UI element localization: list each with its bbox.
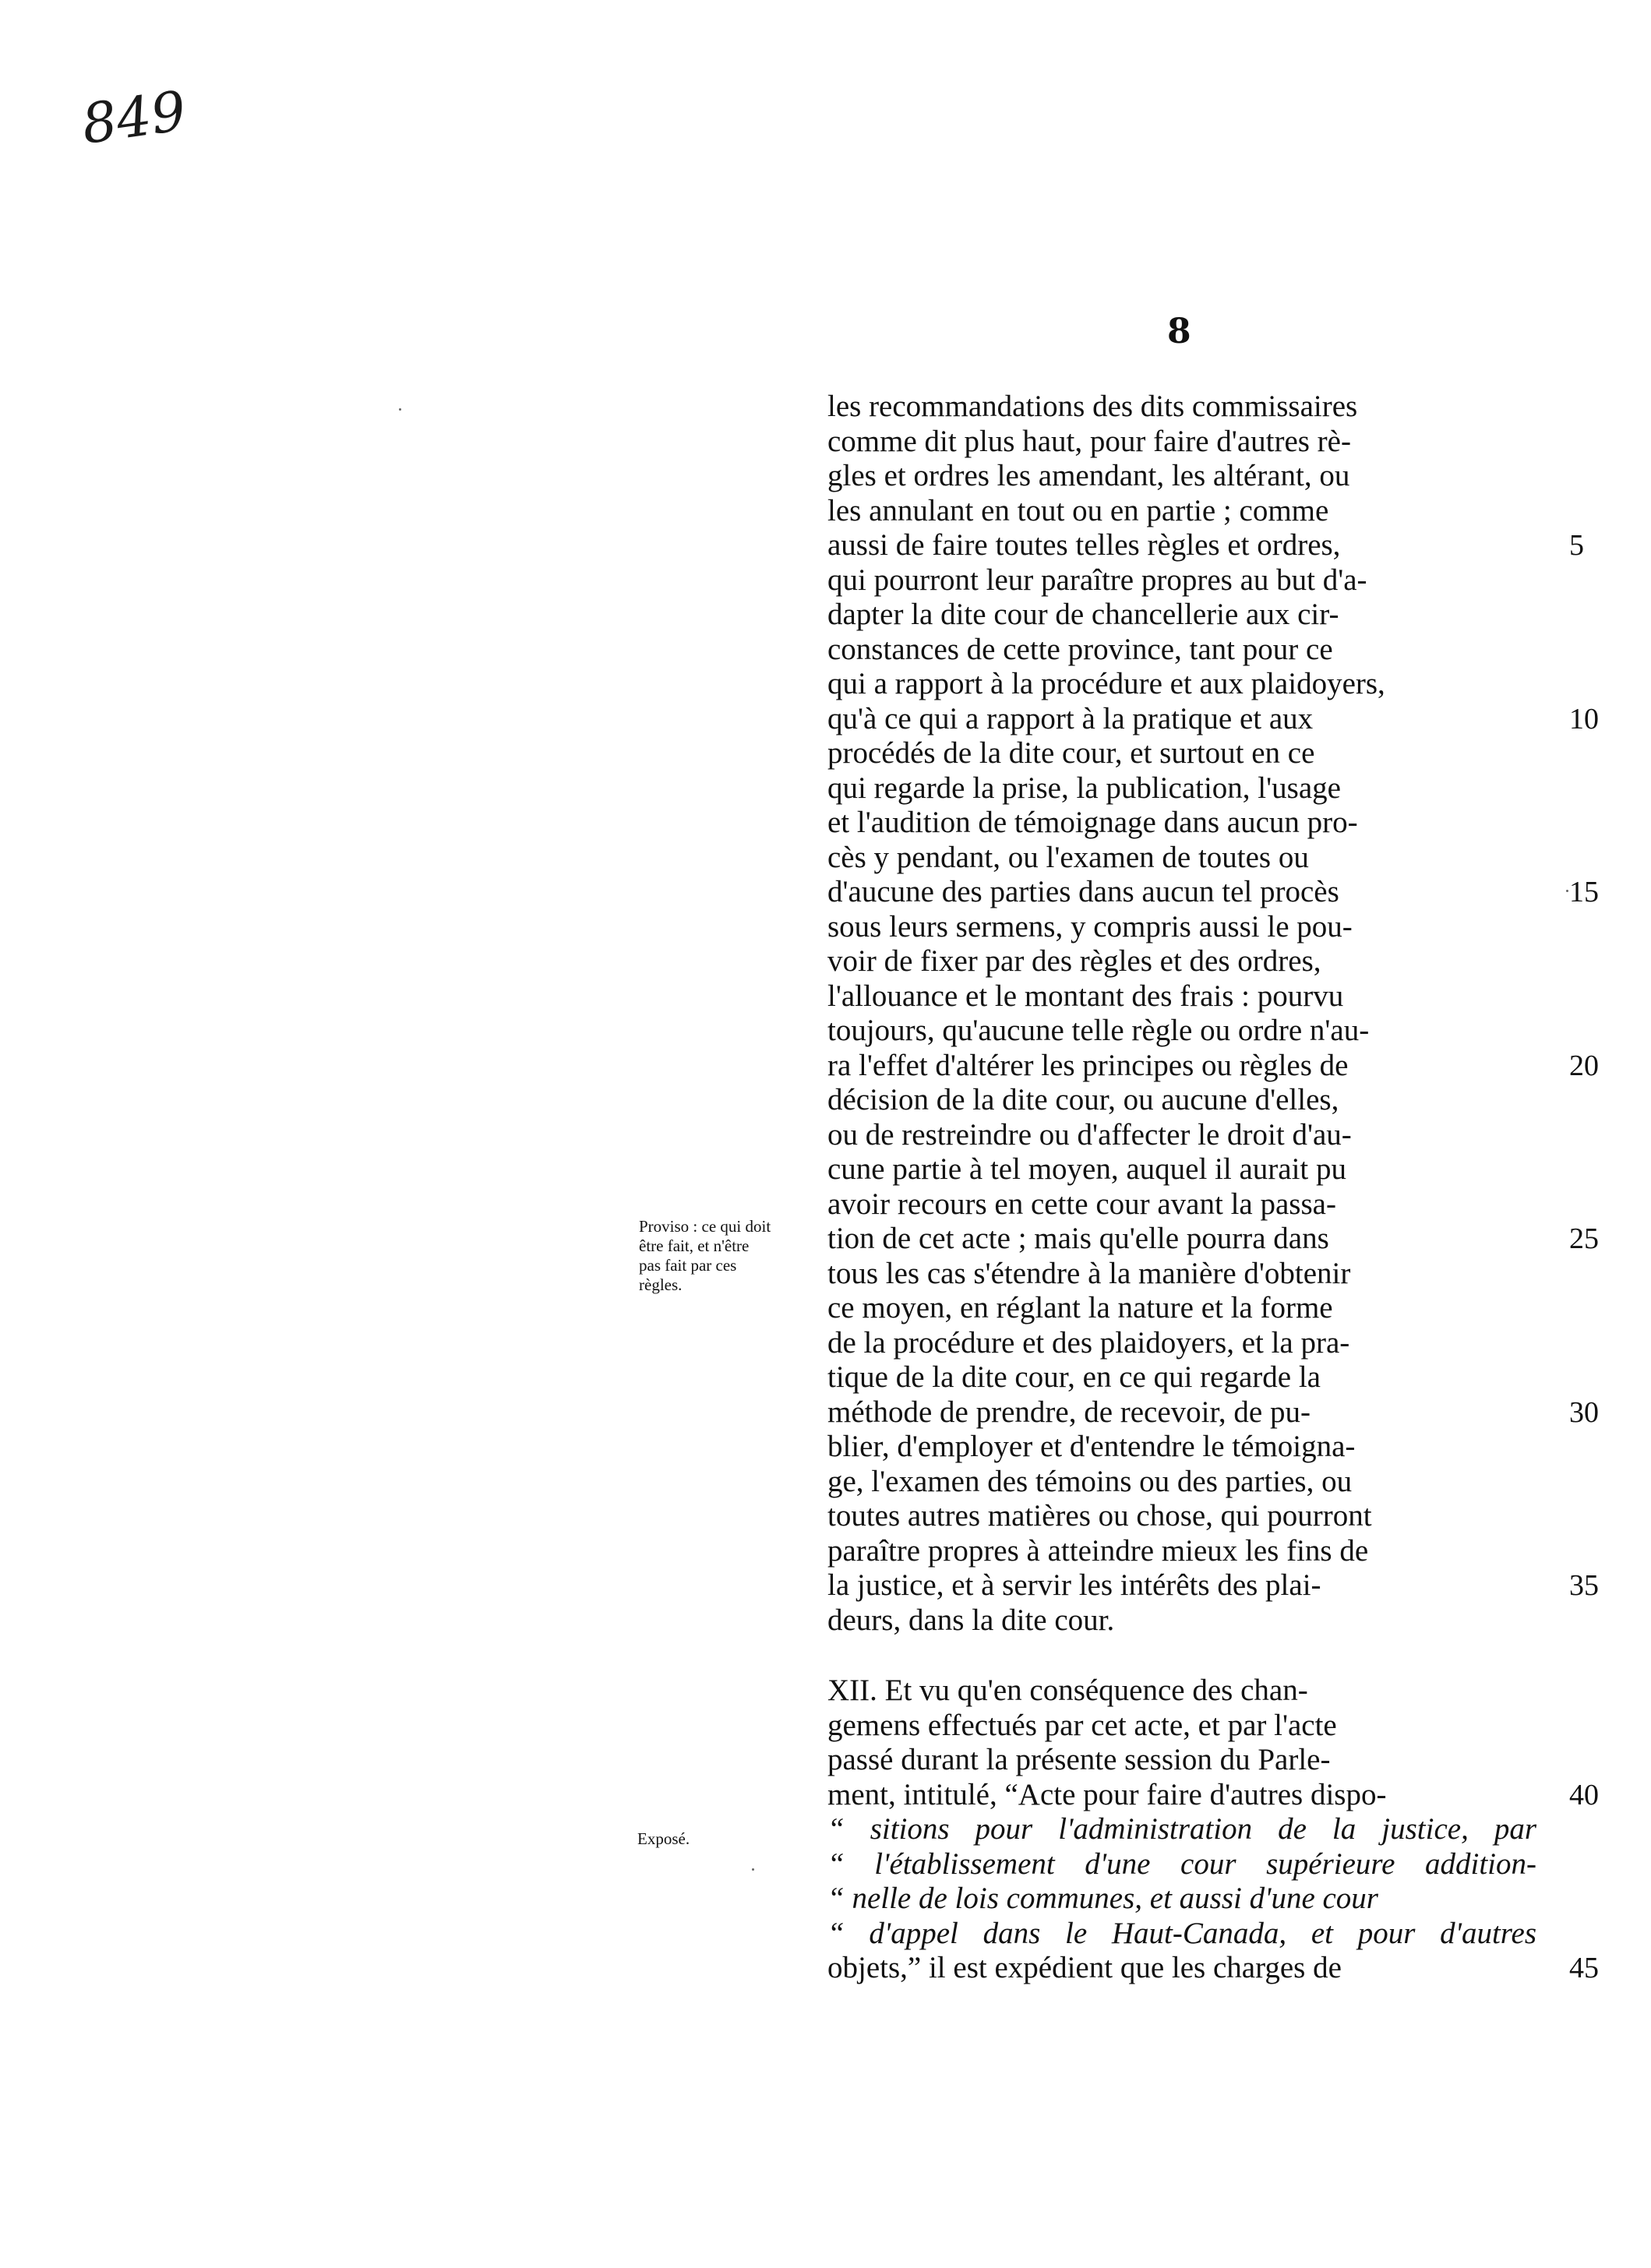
text-line bbox=[827, 1048, 1599, 1084]
text-line bbox=[827, 1847, 1536, 1882]
text-line bbox=[827, 1534, 1536, 1569]
text-line bbox=[827, 1812, 1536, 1847]
line-number: 40 bbox=[1569, 1778, 1599, 1811]
line-text: la justice, et à servir les intérêts des plai- bbox=[827, 1568, 1321, 1602]
text-line bbox=[827, 1430, 1536, 1465]
line-text: méthode de prendre, de recevoir, de pu- bbox=[827, 1395, 1311, 1429]
paragraph-2 bbox=[827, 1674, 1599, 1986]
text-line bbox=[827, 944, 1536, 979]
line-text: passé durant la présente session du Parle- bbox=[827, 1743, 1331, 1776]
margin-note-proviso: Proviso : ce qui doit être fait, et n'être pas fait par ces règles. bbox=[639, 1217, 771, 1294]
text-line bbox=[827, 598, 1536, 633]
line-text: “ nelle de lois communes, et aussi d'une cour bbox=[827, 1882, 1378, 1915]
text-line bbox=[827, 633, 1536, 668]
text-line bbox=[827, 1777, 1599, 1813]
line-text: qui a rapport à la procédure et aux plaidoyers, bbox=[827, 667, 1385, 700]
line-number: 5 bbox=[1569, 529, 1584, 562]
text-line bbox=[827, 736, 1536, 771]
line-text: cune partie à tel moyen, auquel il aurait pu bbox=[827, 1152, 1346, 1186]
text-line bbox=[827, 667, 1536, 702]
paragraph-1 bbox=[827, 390, 1599, 1638]
text-line bbox=[827, 1291, 1536, 1326]
line-text: aussi de faire toutes telles règles et ordres, bbox=[827, 528, 1341, 562]
line-text: ou de restreindre ou d'affecter le droit d'au- bbox=[827, 1117, 1352, 1152]
line-text: gemens effectués par cet acte, et par l'acte bbox=[827, 1708, 1337, 1742]
line-text: décision de la dite cour, ou aucune d'elles, bbox=[827, 1083, 1339, 1116]
text-line bbox=[827, 1882, 1536, 1917]
line-text: sous leurs sermens, y compris aussi le pou- bbox=[827, 909, 1353, 944]
text-line bbox=[827, 910, 1536, 945]
line-number: 15 bbox=[1569, 876, 1599, 908]
line-text: ment, intitulé, “Acte pour faire d'autres dispo- bbox=[827, 1777, 1387, 1811]
line-number: 30 bbox=[1569, 1395, 1599, 1429]
line-text: toutes autres matières ou chose, qui pourront bbox=[827, 1499, 1372, 1533]
text-line bbox=[827, 390, 1536, 425]
line-text: “ l'établissement d'une cour supérieure addition- bbox=[827, 1846, 1536, 1881]
folio-annotation: 849 bbox=[77, 79, 190, 157]
text-line bbox=[827, 979, 1536, 1014]
text-line bbox=[827, 1257, 1536, 1292]
line-text: toujours, qu'aucune telle règle ou ordre n'au- bbox=[827, 1014, 1370, 1047]
text-line bbox=[827, 875, 1599, 910]
line-text: tique de la dite cour, en ce qui regarde la bbox=[827, 1360, 1321, 1394]
text-line bbox=[827, 1917, 1536, 1952]
line-text: comme dit plus haut, pour faire d'autres rè- bbox=[827, 424, 1351, 458]
line-text: voir de fixer par des règles et des ordres, bbox=[827, 944, 1321, 978]
text-line bbox=[827, 1465, 1536, 1500]
line-text: deurs, dans la dite cour. bbox=[827, 1603, 1115, 1637]
text-line bbox=[827, 1674, 1536, 1709]
line-text: qui pourront leur paraître propres au but d'a- bbox=[827, 563, 1367, 597]
line-text: “ sitions pour l'administration de la justice, par bbox=[827, 1812, 1536, 1846]
line-text: de la procédure et des plaidoyers, et la pra- bbox=[827, 1325, 1350, 1360]
line-text: les annulant en tout ou en partie ; comme bbox=[827, 493, 1329, 527]
text-line bbox=[827, 1743, 1536, 1778]
line-text: l'allouance et le montant des frais : pourvu bbox=[827, 979, 1344, 1013]
line-text: qu'à ce qui a rapport à la pratique et aux bbox=[827, 701, 1314, 735]
text-line bbox=[827, 1360, 1536, 1395]
text-line bbox=[827, 528, 1584, 563]
line-number: 35 bbox=[1569, 1569, 1599, 1602]
text-line bbox=[827, 494, 1536, 529]
text-line bbox=[827, 1326, 1536, 1361]
text-line bbox=[827, 806, 1536, 841]
text-line bbox=[827, 563, 1536, 598]
line-number: 10 bbox=[1569, 702, 1599, 735]
main-text-block bbox=[827, 390, 1599, 1986]
text-line bbox=[827, 701, 1599, 737]
text-line bbox=[827, 1187, 1536, 1222]
text-line bbox=[827, 1118, 1536, 1153]
text-line bbox=[827, 1499, 1536, 1534]
text-line bbox=[827, 1395, 1599, 1430]
line-number: 20 bbox=[1569, 1049, 1599, 1082]
line-text: d'aucune des parties dans aucun tel procès bbox=[827, 875, 1339, 908]
line-text: et l'audition de témoignage dans aucun pro- bbox=[827, 806, 1358, 839]
text-line bbox=[827, 1709, 1536, 1744]
line-text: ce moyen, en réglant la nature et la forme bbox=[827, 1291, 1333, 1324]
line-text: ra l'effet d'altérer les principes ou règles de bbox=[827, 1048, 1349, 1082]
line-text: constances de cette province, tant pour ce bbox=[827, 632, 1333, 666]
line-text: les recommandations des dits commissaires bbox=[827, 390, 1358, 423]
text-line bbox=[827, 1083, 1536, 1118]
line-text: ge, l'examen des témoins ou des parties, ou bbox=[827, 1464, 1353, 1498]
line-text: objets,” il est expédient que les charges de bbox=[827, 1951, 1342, 1984]
line-text: qui regarde la prise, la publication, l'usage bbox=[827, 771, 1341, 805]
line-text: avoir recours en cette cour avant la passa- bbox=[827, 1187, 1336, 1221]
text-line bbox=[827, 1603, 1536, 1638]
text-line bbox=[827, 1152, 1536, 1187]
text-line bbox=[827, 1222, 1599, 1257]
text-line bbox=[827, 1951, 1599, 1986]
line-text: XII. Et vu qu'en conséquence des chan- bbox=[827, 1674, 1308, 1707]
line-number: 25 bbox=[1569, 1222, 1599, 1255]
margin-note-expose: Exposé. bbox=[637, 1829, 690, 1848]
line-text: paraître propres à atteindre mieux les fins de bbox=[827, 1533, 1369, 1568]
line-text: “ d'appel dans le Haut-Canada, et pour d'autres bbox=[827, 1916, 1536, 1950]
line-text: dapter la dite cour de chancellerie aux cir- bbox=[827, 598, 1339, 631]
line-text: tion de cet acte ; mais qu'elle pourra dans bbox=[827, 1222, 1329, 1255]
line-text: cès y pendant, ou l'examen de toutes ou bbox=[827, 840, 1309, 874]
text-line bbox=[827, 425, 1536, 460]
line-text: procédés de la dite cour, et surtout en ce bbox=[827, 736, 1315, 770]
line-number: 45 bbox=[1569, 1952, 1599, 1984]
text-line bbox=[827, 771, 1536, 806]
line-text: tous les cas s'étendre à la manière d'obtenir bbox=[827, 1256, 1351, 1290]
text-line bbox=[827, 1014, 1536, 1049]
text-line bbox=[827, 459, 1536, 494]
text-line bbox=[827, 1568, 1599, 1603]
text-line bbox=[827, 841, 1536, 876]
line-text: blier, d'employer et d'entendre le témoigna- bbox=[827, 1430, 1356, 1463]
page-number: 8 bbox=[1167, 312, 1191, 351]
line-text: gles et ordres les amendant, les altérant, ou bbox=[827, 459, 1350, 492]
